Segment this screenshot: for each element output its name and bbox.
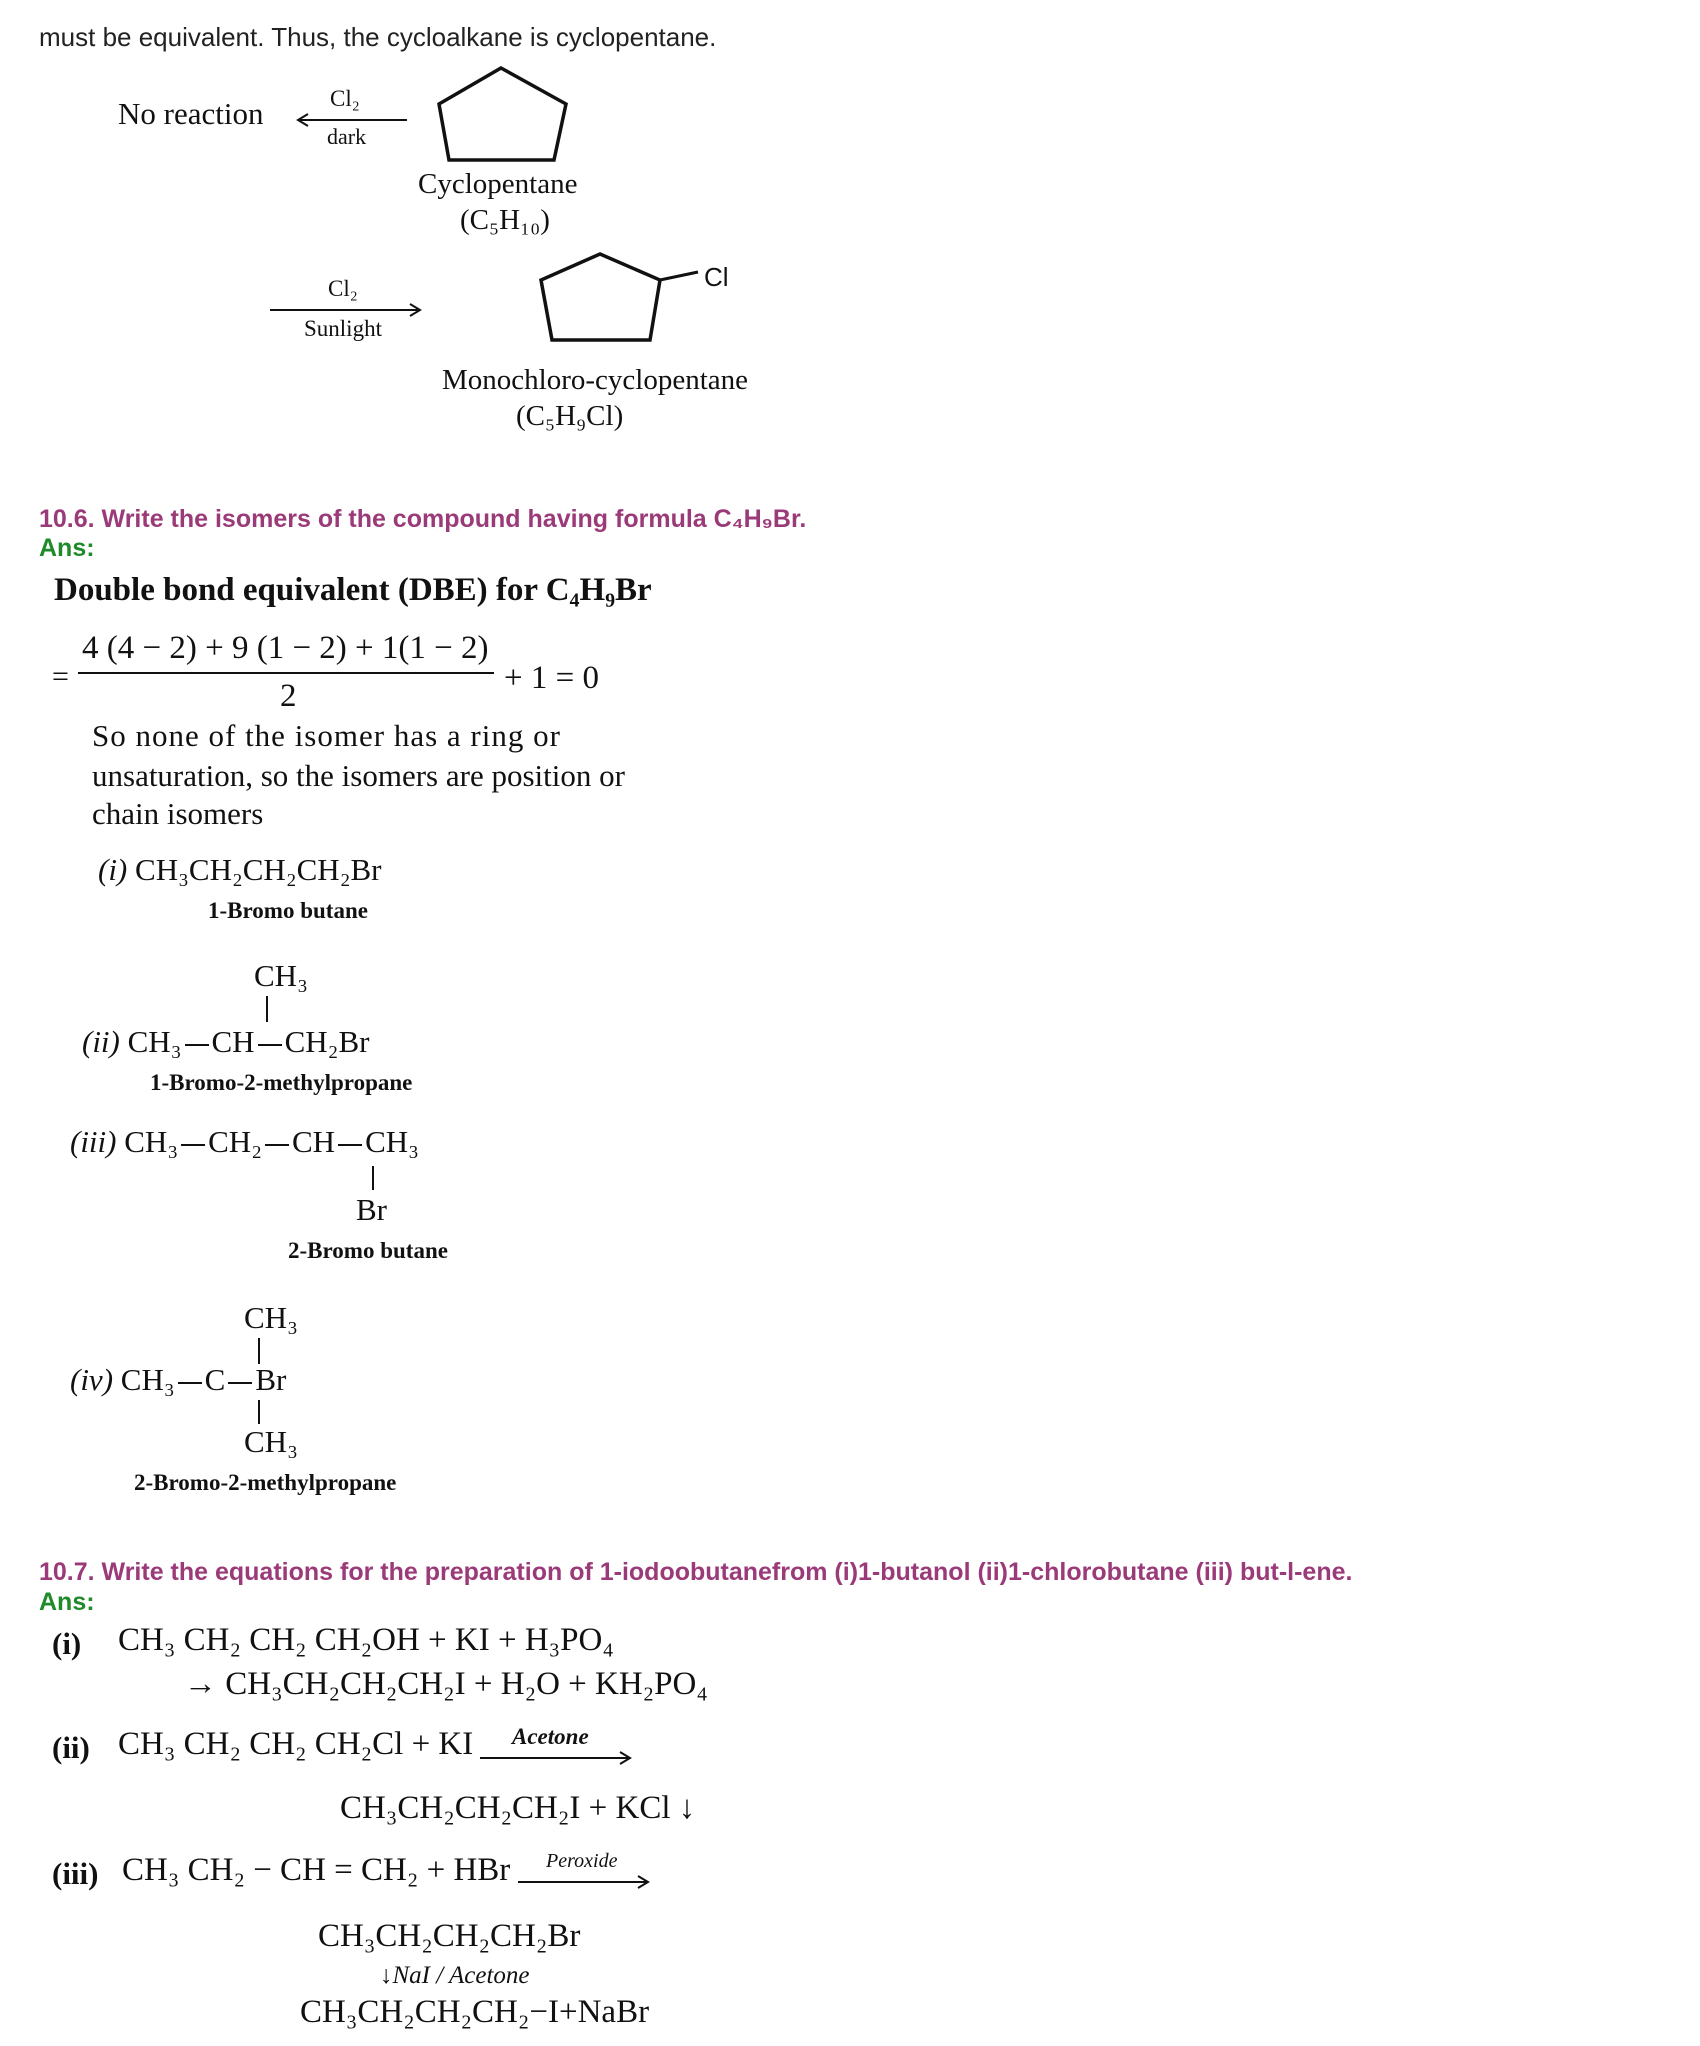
cyclopentane-formula: (C₅H₁₀) — [460, 204, 550, 236]
isomer-2-mid: CH — [211, 1024, 255, 1059]
isomer-3-c: CH — [292, 1124, 336, 1159]
bond — [178, 1382, 202, 1384]
isomer-2-right: CH₂Br — [284, 1024, 370, 1059]
isomer-2 — [82, 1024, 369, 1060]
bond — [338, 1144, 362, 1146]
isomer-4 — [70, 1362, 286, 1398]
isomer-3-a: CH₃ — [124, 1124, 179, 1159]
dbe-title: Double bond equivalent (DBE) for C₄H₉Br — [54, 572, 652, 608]
bond — [265, 1144, 289, 1146]
cl2-dark-reagent: Cl₂ — [330, 86, 360, 111]
explanation-line-3: chain isomers — [92, 796, 264, 831]
isomer-1-formula: CH₃CH₂CH₂CH₂Br — [135, 852, 382, 887]
isomer-3-name: 2-Bromo butane — [288, 1238, 448, 1263]
isomer-2-name: 1-Bromo-2-methylpropane — [150, 1070, 413, 1095]
equation-3-step: ↓NaI / Acetone — [380, 1962, 530, 1989]
isomer-3-b: CH₂ — [208, 1124, 262, 1159]
bond — [228, 1382, 252, 1384]
isomer-4-number: (iv) — [70, 1362, 114, 1397]
equation-2-line-1: CH₃ CH₂ CH₂ CH₂Cl + KI — [118, 1726, 474, 1762]
dbe-numerator: 4 (4 − 2) + 9 (1 − 2) + 1(1 − 2) — [82, 630, 489, 666]
isomer-4-name: 2-Bromo-2-methylpropane — [134, 1470, 397, 1495]
isomer-2-branch: CH₃ — [254, 958, 308, 993]
equation-3-number: (iii) — [52, 1856, 99, 1891]
cyclopentane-name: Cyclopentane — [418, 168, 578, 200]
equation-3-line-2: CH₃CH₂CH₂CH₂Br — [318, 1918, 581, 1954]
dbe-denominator: 2 — [280, 678, 297, 714]
isomer-2-left: CH₃ — [127, 1024, 182, 1059]
chlorocyclopentane-ring-icon — [538, 250, 708, 346]
isomer-4-center: C — [204, 1362, 226, 1397]
isomer-2-vertical-bond — [266, 996, 268, 1022]
question-10-7: 10.7. Write the equations for the preparation of 1-iodoobutanefrom (i)1-butanol (ii)1-chlorobutane (iii) but-l-ene. — [39, 1558, 1353, 1586]
equation-3-line-1: CH₃ CH₂ − CH = CH₂ + HBr — [122, 1852, 511, 1888]
isomer-4-bottom: CH₃ — [244, 1424, 298, 1459]
dbe-equals: = — [52, 660, 69, 693]
equation-3-line-3: CH₃CH₂CH₂CH₂−I+NaBr — [300, 1994, 650, 2030]
answer-label-10-6: Ans: — [39, 534, 95, 562]
chloro-substituent: Cl — [704, 262, 729, 292]
isomer-3-number: (iii) — [70, 1124, 117, 1159]
sunlight-condition: Sunlight — [304, 316, 382, 341]
isomer-4-top: CH₃ — [244, 1300, 298, 1335]
explanation-line-2: unsaturation, so the isomers are position or — [92, 758, 625, 793]
equation-1-line-1: CH₃ CH₂ CH₂ CH₂OH + KI + H₃PO₄ — [118, 1622, 614, 1658]
no-reaction-label: No reaction — [118, 96, 264, 131]
bond — [185, 1044, 209, 1046]
equation-3-arrow-icon — [516, 1872, 656, 1892]
monochloro-formula: (C₅H₉Cl) — [516, 400, 624, 432]
equation-2-line-2: CH₃CH₂CH₂CH₂I + KCl ↓ — [340, 1790, 696, 1826]
equation-2-arrow-icon — [478, 1748, 638, 1768]
question-10-6: 10.6. Write the isomers of the compound having formula C₄H₉Br. — [39, 505, 807, 533]
cyclopentane-ring-icon — [436, 64, 576, 164]
equation-3-reagent: Peroxide — [546, 1850, 618, 1872]
monochloro-name: Monochloro-cyclopentane — [442, 364, 749, 396]
intro-text: must be equivalent. Thus, the cycloalkane is cyclopentane. — [39, 22, 717, 52]
isomer-3 — [70, 1124, 419, 1160]
isomer-4-right: Br — [255, 1362, 287, 1397]
dark-condition: dark — [327, 124, 367, 149]
answer-label-10-7: Ans: — [39, 1588, 95, 1616]
dbe-fraction-bar — [78, 672, 494, 674]
isomer-1 — [98, 852, 382, 888]
equation-2-reagent: Acetone — [512, 1724, 589, 1749]
isomer-3-vertical-bond — [372, 1166, 374, 1190]
equation-2-number: (ii) — [52, 1730, 90, 1765]
isomer-4-top-bond — [258, 1338, 260, 1364]
dbe-tail: + 1 = 0 — [504, 660, 599, 696]
isomer-4-bottom-bond — [258, 1400, 260, 1424]
equation-1-line-2: → CH₃CH₂CH₂CH₂I + H₂O + KH₂PO₄ — [184, 1666, 708, 1702]
isomer-1-name: 1-Bromo butane — [208, 898, 368, 923]
isomer-1-number: (i) — [98, 852, 128, 887]
cl2-sunlight-reagent: Cl₂ — [328, 276, 358, 301]
bond — [258, 1044, 282, 1046]
equation-1-number: (i) — [52, 1626, 82, 1661]
explanation-line-1: So none of the isomer has a ring or — [92, 718, 561, 753]
isomer-2-number: (ii) — [82, 1024, 120, 1059]
isomer-3-branch: Br — [356, 1192, 387, 1227]
bond — [181, 1144, 205, 1146]
isomer-4-left: CH₃ — [120, 1362, 175, 1397]
isomer-3-d: CH₃ — [365, 1124, 419, 1159]
